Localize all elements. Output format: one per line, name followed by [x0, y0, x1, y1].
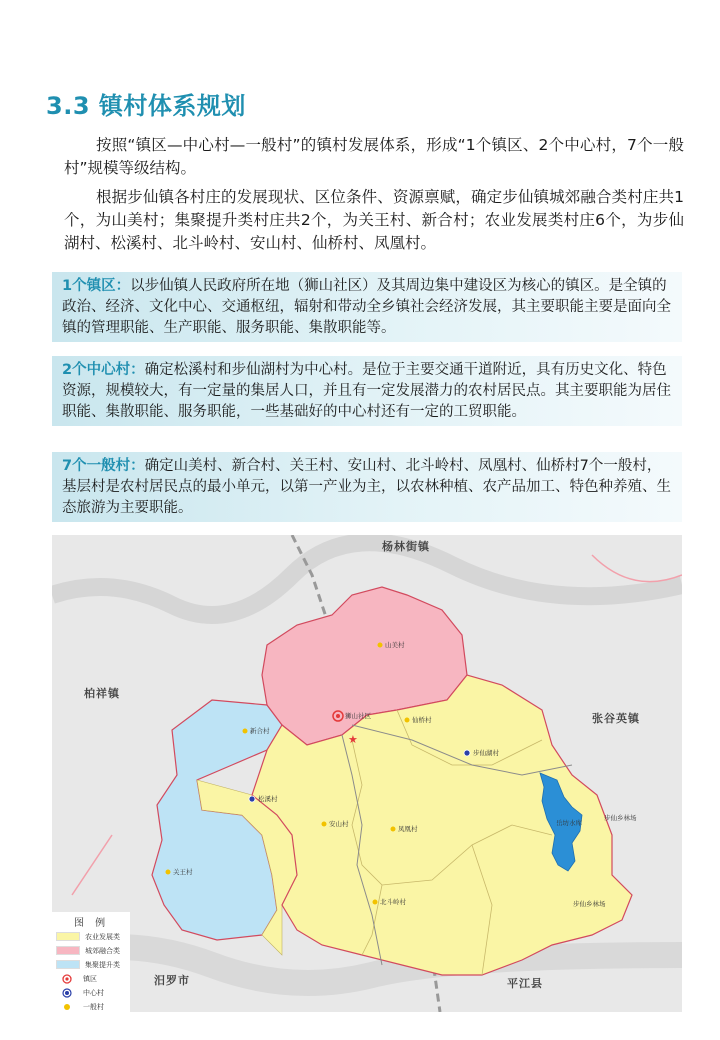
- info-box-lead: 7个一般村：: [62, 458, 145, 474]
- village-label-xianqiao: 仙桥村: [412, 716, 432, 724]
- village-dot-icon: [243, 729, 248, 734]
- village-label-songxi: 松溪村: [258, 795, 278, 803]
- legend-label: 农业发展类: [85, 932, 120, 941]
- center-village-icon: [464, 750, 470, 756]
- info-box-center-villages: [52, 356, 682, 426]
- legend-label: 集聚提升类: [85, 960, 120, 969]
- legend-item-agri: [56, 932, 120, 941]
- village-dot-icon: [405, 718, 410, 723]
- legend-title: 图 例: [74, 918, 110, 929]
- neighbor-west-label: 柏祥镇: [84, 687, 120, 700]
- forest-farm-label: 步仙乡林场: [604, 814, 637, 822]
- paragraph-intro: 按照“镇区—中心村—一般村”的镇村发展体系，形成“1个镇区、2个中心村，7个一般村”规模等级结构。: [64, 136, 684, 177]
- village-dot-icon: [391, 827, 396, 832]
- info-box-text: 确定松溪村和步仙湖村为中心村。是位于主要交通干道附近，具有历史文化、特色资源，规模较大，有一定量的集居人口，并且有一定发展潜力的农村居民点。其主要职能为居住职能、集散职能、服务职能，一些基础好的中心村还有一定的工贸职能。: [62, 362, 671, 420]
- legend-label: 一般村: [83, 1002, 104, 1011]
- village-label-anshan: 安山村: [329, 820, 349, 828]
- village-label-shanmei: 山美村: [385, 641, 405, 649]
- info-box-lead: 2个中心村：: [62, 362, 145, 378]
- legend-item-cluster: [56, 960, 120, 969]
- paragraph-classification: 根据步仙镇各村庄的发展现状、区位条件、资源禀赋，确定步仙镇城郊融合类村庄共1个，为山美村；集聚提升类村庄共2个，为关王村、新合村；农业发展类村庄6个，为步仙湖村、松溪村、北斗岭村、安山村、仙桥村、凤凰村。: [64, 188, 684, 252]
- info-box-town: [52, 272, 682, 342]
- center-village-icon: [56, 988, 78, 997]
- neighbor-southeast-label: 平江县: [507, 977, 543, 990]
- info-box-text: 确定山美村、新合村、关王村、安山村、北斗岭村、凤凰村、仙桥村7个一般村，基层村是农村居民点的最小单元，以第一产业为主，以农林种植、农产品加工、特色种养殖、生态旅游为主要职能。: [62, 458, 671, 516]
- legend-label: 中心村: [83, 988, 104, 997]
- village-label-fenghuang: 凤凰村: [398, 825, 418, 833]
- village-label-xinhe: 新合村: [250, 727, 270, 735]
- forest-farm-label: 步仙乡林场: [573, 900, 606, 908]
- neighbor-east-label: 张谷英镇: [592, 712, 640, 725]
- village-dot-icon: [322, 822, 327, 827]
- village-dot-icon: [378, 643, 383, 648]
- legend-swatch: [56, 946, 80, 955]
- town-center-label: 狮山社区: [345, 712, 371, 720]
- legend-item-center: [56, 988, 104, 997]
- legend-swatch: [56, 932, 80, 941]
- legend-item-town: [56, 974, 97, 983]
- section-title: 3.3 镇村体系规划: [46, 92, 246, 120]
- village-label-guanwang: 关王村: [173, 868, 193, 876]
- info-box-text: 以步仙镇人民政府所在地（狮山社区）及其周边集中建设区为核心的镇区。是全镇的政治、经济、文化中心、交通枢纽，辐射和带动全乡镇社会经济发展，其主要职能主要是面向全镇的管理职能、生产职能、服务职能、集散职能等。: [62, 278, 671, 336]
- village-dot-icon: [56, 1002, 78, 1011]
- village-dot-icon: [166, 870, 171, 875]
- center-village-icon: [249, 796, 255, 802]
- village-label-beidouling: 北斗岭村: [380, 898, 406, 906]
- legend-label: 城郊融合类: [85, 946, 120, 955]
- neighbor-southwest-label: 汨罗市: [154, 974, 190, 987]
- legend-swatch: [56, 960, 80, 969]
- map-canvas: [52, 535, 682, 1012]
- village-system-map: [52, 535, 682, 1012]
- info-box-general-villages: [52, 452, 682, 522]
- town-center-icon: [56, 974, 78, 983]
- legend-item-suburban: [56, 946, 120, 955]
- village-label-buxianhu: 步仙湖村: [473, 749, 499, 757]
- neighbor-north-label: 杨林街镇: [382, 540, 430, 553]
- legend-item-general: [56, 1002, 104, 1011]
- legend-label: 镇区: [83, 974, 97, 983]
- village-dot-icon: [373, 900, 378, 905]
- town-center-dot: [336, 714, 340, 718]
- info-box-lead: 1个镇区：: [62, 278, 131, 294]
- town-star-icon: ★: [348, 733, 358, 746]
- reservoir-label: 岳坊水库: [556, 819, 582, 827]
- map-legend: [52, 912, 130, 1012]
